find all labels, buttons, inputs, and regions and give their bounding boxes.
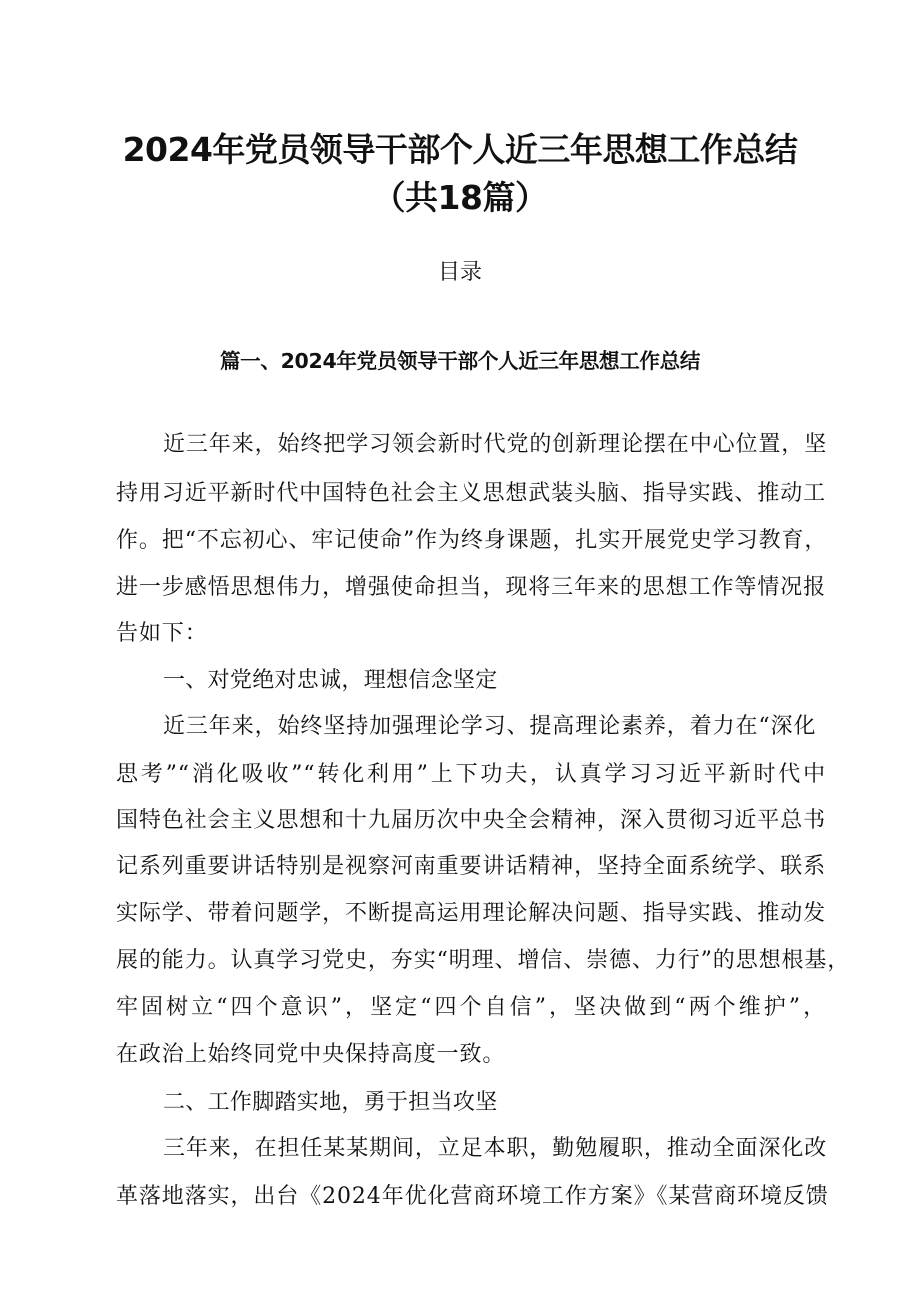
paragraph-line: 持用习近平新时代中国特色社会主义思想武装头脑、指导实践、推动工 <box>116 481 826 506</box>
paragraph-line: 革落地落实，出台《2024年优化营商环境工作方案》《某营商环境反馈 <box>116 1184 829 1209</box>
chapter-title: 篇一、2024年党员领导干部个人近三年思想工作总结 <box>219 349 701 373</box>
paragraph-line: 实际学、带着问题学，不断提高运用理论解决问题、指导实践、推动发 <box>116 901 826 926</box>
paragraph-line: 国特色社会主义思想和十九届历次中央全会精神，深入贯彻习近平总书 <box>116 808 826 833</box>
paragraph-line: 告如下： <box>116 621 208 646</box>
paragraph-line: 记系列重要讲话特别是视察河南重要讲话精神，坚持全面系统学、联系 <box>116 854 826 879</box>
paragraph-line: 近三年来，始终把学习领会新时代党的创新理论摆在中心位置，坚 <box>163 432 828 457</box>
paragraph-line: 展的能力。认真学习党史，夯实“明理、增信、崇德、力行”的思想根基， <box>116 948 851 973</box>
paragraph-line: 思考”“消化吸收”“转化利用”上下功夫，认真学习习近平新时代中 <box>116 762 826 787</box>
document-title-line1: 2024年党员领导干部个人近三年思想工作总结 <box>122 130 798 169</box>
paragraph-line: 三年来，在担任某某期间，立足本职，勤勉履职，推动全面深化改 <box>163 1136 828 1161</box>
section-heading-2: 二、工作脚踏实地，勇于担当攻坚 <box>163 1090 498 1115</box>
toc-label: 目录 <box>437 260 482 285</box>
paragraph-line: 近三年来，始终坚持加强理论学习、提高理论素养，着力在“深化 <box>163 714 817 739</box>
document-title-line2: （共18篇） <box>372 178 548 217</box>
paragraph-line: 作。把“不忘初心、牢记使命”作为终身课题，扎实开展党史学习教育， <box>116 528 828 553</box>
paragraph-line: 在政治上始终同党中央保持高度一致。 <box>116 1042 506 1067</box>
paragraph-line: 进一步感悟思想伟力，增强使命担当，现将三年来的思想工作等情况报 <box>116 575 826 600</box>
section-heading-1: 一、对党绝对忠诚，理想信念坚定 <box>163 668 498 693</box>
paragraph-line: 牢固树立“四个意识”，坚定“四个自信”，坚决做到“两个维护”， <box>116 995 826 1020</box>
